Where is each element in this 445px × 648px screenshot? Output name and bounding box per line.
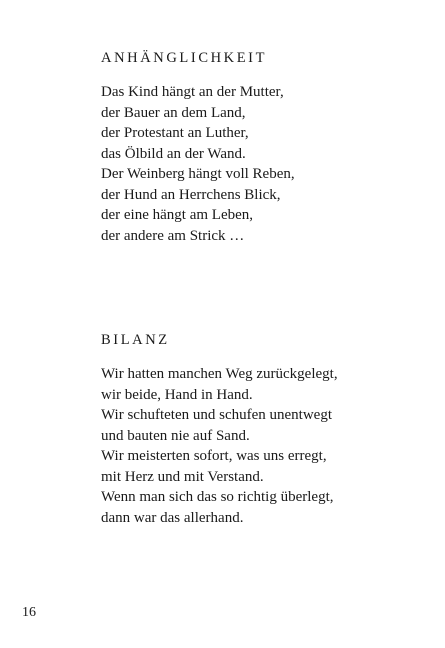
poem-line: Wir hatten manchen Weg zurückgelegt, bbox=[101, 366, 338, 382]
poem-line: der Hund an Herrchens Blick, bbox=[101, 186, 281, 203]
poem-line: wir beide, Hand in Hand. bbox=[101, 386, 253, 403]
poem-line: das Ölbild an der Wand. bbox=[101, 145, 246, 162]
poem-line: und bauten nie auf Sand. bbox=[101, 427, 250, 444]
poem-bilanz bbox=[101, 330, 431, 528]
poem-stanza bbox=[101, 364, 431, 528]
poem-line: der andere am Strick … bbox=[101, 227, 245, 244]
page-number: 16 bbox=[22, 605, 36, 620]
poem-line: der Bauer an dem Land, bbox=[101, 104, 246, 121]
poem-line: dann war das allerhand. bbox=[101, 509, 244, 526]
poem-line: Der Weinberg hängt voll Reben, bbox=[101, 166, 295, 182]
poem-title: BILANZ bbox=[101, 332, 170, 348]
poem-line: der Protestant an Luther, bbox=[101, 125, 249, 141]
poem-stanza bbox=[101, 82, 431, 246]
poem-line: Wir schufteten und schufen unentwegt bbox=[101, 407, 332, 423]
poem-anhaenglichkeit bbox=[101, 48, 431, 246]
poem-line: Wenn man sich das so richtig überlegt, bbox=[101, 489, 334, 505]
poem-line: mit Herz und mit Verstand. bbox=[101, 468, 264, 485]
poem-line: der eine hängt am Leben, bbox=[101, 207, 254, 223]
poem-title: ANHÄNGLICHKEIT bbox=[101, 50, 268, 66]
poem-line: Wir meisterten sofort, was uns erregt, bbox=[101, 448, 327, 464]
poem-line: Das Kind hängt an der Mutter, bbox=[101, 84, 284, 100]
